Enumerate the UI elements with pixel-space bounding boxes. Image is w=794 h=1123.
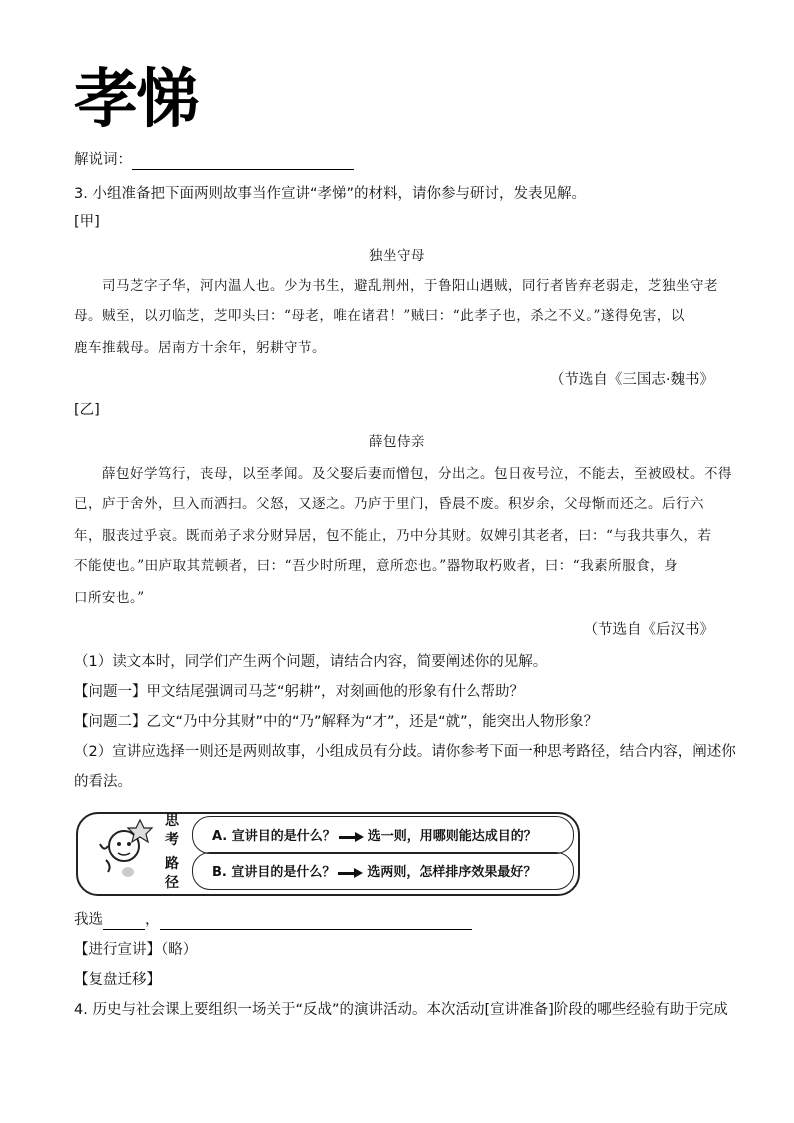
jia-line-1: 司马芝字子华，河内温人也。少为书生，避乱荆州，于鲁阳山遇贼，同行者皆弃老弱走，芝独坐守老 xyxy=(102,278,718,294)
explain-blank[interactable] xyxy=(132,155,354,170)
q4-line: 4. 历史与社会课上要组织一场关于“反战”的演讲活动。本次活动[宣讲准备]阶段的哪些经验有助于完成 xyxy=(74,1002,728,1018)
choose-blank[interactable] xyxy=(103,915,145,930)
choose-line xyxy=(74,910,472,930)
review-line: 【复盘迁移】 xyxy=(74,972,161,988)
think-char-3: 路 xyxy=(165,856,179,872)
reason-blank[interactable] xyxy=(160,915,472,930)
explain-label: 解说词： xyxy=(74,152,132,168)
path-b-question: B. 宣讲目的是什么？ xyxy=(212,865,336,880)
q3-intro: 3. 小组准备把下面两则故事当作宣讲“孝悌”的材料，请你参与研讨，发表见解。 xyxy=(74,186,586,202)
sub-question-2-line-2: 的看法。 xyxy=(74,774,132,790)
yi-line-5: 口所安也。” xyxy=(74,590,145,606)
think-char-1: 思 xyxy=(165,813,179,829)
arrow-right-icon xyxy=(338,869,364,877)
problem-2: 【问题二】乙文“乃中分其财”中的“乃”解释为“才”，还是“就”，能突出人物形象？ xyxy=(74,714,599,730)
path-b-row xyxy=(212,861,536,880)
yi-line-1: 薛包好学笃行，丧母，以至孝闻。及父娶后妻而憎包，分出之。包日夜号泣，不能去，至被殴杖。不得 xyxy=(102,466,732,482)
yi-source: （节选自《后汉书》 xyxy=(583,622,714,638)
yi-line-4: 不能使也。”田庐取其荒顿者，曰：“吾少时所理，意所恋也。”器物取朽败者，曰：“我素所服食，身 xyxy=(74,558,679,574)
yi-line-3: 年，服丧过乎哀。既而弟子求分财异居，包不能止，乃中分其财。奴婢引其老者，曰：“与我共事久，若 xyxy=(74,528,712,544)
jia-source: （节选自《三国志·魏书》 xyxy=(549,372,714,388)
explain-line xyxy=(74,150,354,170)
sub-question-1: （1）读文本时，同学们产生两个问题，请结合内容，简要阐述你的见解。 xyxy=(74,654,548,670)
yi-title: 薛包侍亲 xyxy=(369,434,425,450)
jia-line-2: 母。贼至，以刃临芝，芝叩头曰：“母老，唯在诸君！”贼曰：“此孝子也，杀之不义。”遂得免害，以 xyxy=(74,308,685,324)
choose-comma: ， xyxy=(145,912,160,928)
jia-title: 独坐守母 xyxy=(369,248,425,264)
page-title: 孝悌 xyxy=(74,63,198,137)
jia-line-3: 鹿车推载母。居南方十余年，躬耕守节。 xyxy=(74,340,326,356)
choose-label: 我选 xyxy=(74,912,103,928)
jia-label: [甲] xyxy=(74,214,100,230)
arrow-right-icon xyxy=(339,833,365,841)
problem-1: 【问题一】甲文结尾强调司马芝“躬耕”，对刻画他的形象有什么帮助？ xyxy=(74,684,525,700)
cartoon-thinker-icon xyxy=(90,818,160,884)
think-char-2: 考 xyxy=(165,832,179,848)
yi-line-2: 已，庐于舍外，旦入而洒扫。父怒，又逐之。乃庐于里门，昏晨不废。积岁余，父母惭而还之。后行六 xyxy=(74,496,704,512)
yi-label: [乙] xyxy=(74,402,100,418)
path-a-row xyxy=(212,825,537,844)
think-char-4: 径 xyxy=(165,875,179,891)
path-a-answer: 选一则，用哪则能达成目的？ xyxy=(367,829,537,844)
lecture-line: 【进行宣讲】（略） xyxy=(74,942,198,958)
sub-question-2-line-1: （2）宣讲应选择一则还是两则故事，小组成员有分歧。请你参考下面一种思考路径，结合内容，阐述你 xyxy=(74,744,736,760)
path-a-question: A. 宣讲目的是什么？ xyxy=(212,829,336,844)
path-b-answer: 选两则，怎样排序效果最好？ xyxy=(367,865,537,880)
